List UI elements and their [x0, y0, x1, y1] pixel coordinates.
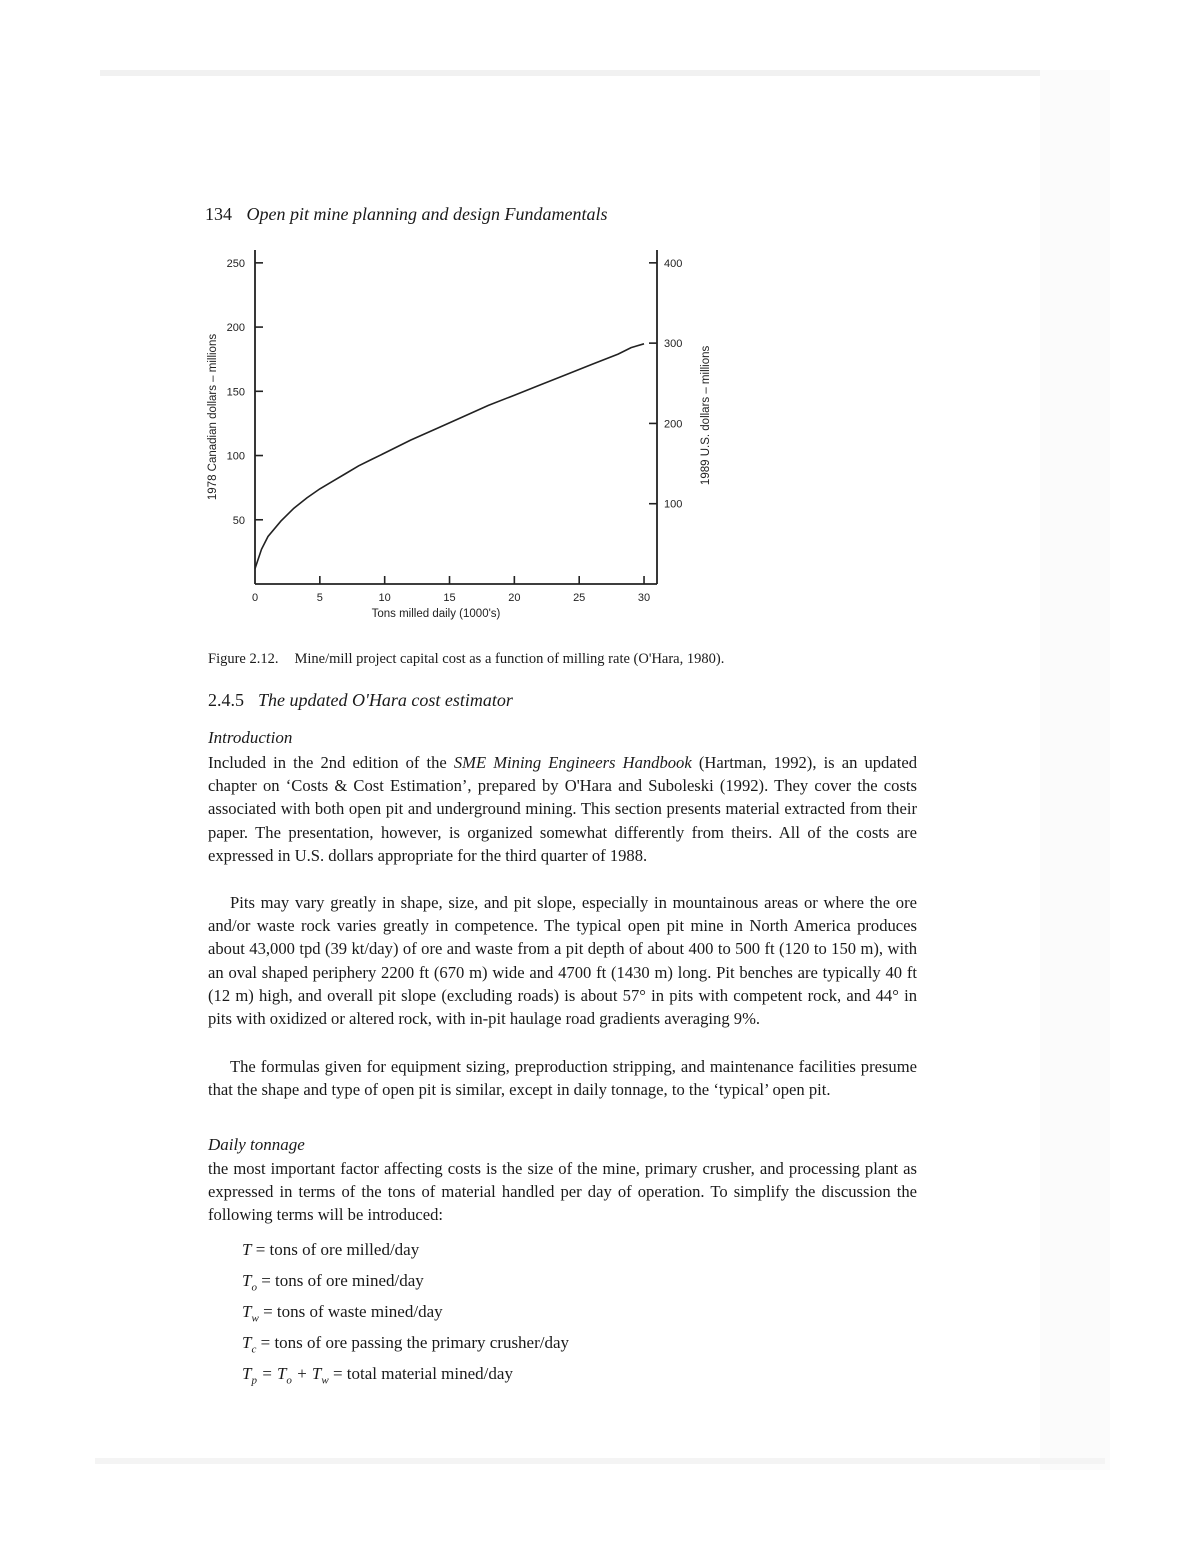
y-tick-label-left: 250	[226, 257, 245, 270]
plot-area	[207, 250, 712, 620]
capital-cost-chart	[195, 240, 735, 630]
term-row: T = tons of ore milled/day	[242, 1240, 420, 1259]
paragraph: Pits may vary greatly in shape, size, and pit slope, especially in mountainous areas or where the ore and/or waste rock varies greatly in competence. The typical open pit mine in North America produces about 43,000 tpd (39 kt/day) of ore and waste from a pit depth of about 400 to 500 ft (120 to 150 m), with an oval shaped periphery 2200 ft (670 m) wide and 4700 ft (1430 m) long. Pit benches are typically 40 ft (12 m) high, and overall pit slope (excluding roads) is about 57° in pits with competent rock, and 44° in pits with oxidized or altered rock, with in-pit haulage road gradients averaging 9%.	[208, 893, 917, 1029]
y-tick-label-left: 100	[226, 450, 245, 463]
figure-caption	[208, 651, 724, 668]
x-tick-label: 20	[508, 592, 521, 604]
paragraph: The formulas given for equipment sizing, preproduction stripping, and maintenance facilities presume that the shape and type of open pit is similar, except in daily tonnage, to the ‘typical’ open pit.	[208, 1057, 917, 1100]
page-edge	[95, 1458, 1105, 1464]
term-row: $T_c$ = tons of ore passing the primary crusher/day	[242, 1332, 570, 1356]
y-axis-label-right: 1989 U.S. dollars – millions	[700, 345, 712, 486]
x-tick-label: 10	[378, 592, 391, 604]
term-row: $T_o$ = tons of ore mined/day	[242, 1270, 424, 1294]
paragraph: Included in the 2nd edition of the SME Mining Engineers Handbook (Hartman, 1992), is an updated chapter on ‘Costs & Cost Estimation’, prepared by O'Hara and Suboleski (1992). They cover the costs associated with both open pit and underground mining. This section presents material extracted from their paper. The presentation, however, is organized somewhat differently from theirs. All of the costs are expressed in U.S. dollars appropriate for the third quarter of 1988.	[208, 753, 917, 865]
y-tick-label-left: 150	[226, 386, 245, 399]
page-edge	[1040, 70, 1110, 1470]
page-edge	[100, 70, 1110, 76]
term-row: $T_w$ = tons of waste mined/day	[242, 1301, 443, 1325]
subheading-introduction: Introduction	[208, 728, 293, 747]
paragraph: the most important factor affecting costs is the size of the mine, primary crusher, and processing plant as expressed in terms of the tons of material handled per day of operation. To simplify the discussion the following terms will be introduced:	[208, 1159, 917, 1225]
book-title: Open pit mine planning and design Fundamentals	[246, 204, 608, 224]
figure-caption-text: Mine/mill project capital cost as a function of milling rate (O'Hara, 1980).	[294, 651, 725, 667]
book-reference: SME Mining Engineers Handbook	[453, 753, 692, 772]
x-tick-label: 5	[316, 592, 323, 604]
y-tick-label-right: 200	[664, 418, 683, 431]
x-tick-label: 30	[637, 592, 651, 604]
x-tick-label: 0	[251, 592, 259, 604]
y-tick-label-right: 300	[664, 338, 683, 351]
running-head	[205, 204, 607, 225]
cost-curve-line	[255, 344, 644, 569]
term-row: $T_p = T_o + T_w$ = total material mined/day	[242, 1363, 513, 1386]
term-definitions	[242, 1238, 569, 1392]
x-axis-label: Tons milled daily (1000's)	[371, 608, 501, 620]
x-tick-label: 15	[443, 592, 456, 604]
y-tick-label-left: 200	[226, 322, 245, 335]
subheading-daily-tonnage: Daily tonnage	[208, 1135, 305, 1154]
section-heading	[208, 690, 513, 711]
section-number: 2.4.5	[208, 690, 244, 710]
y-tick-label-left: 50	[232, 514, 245, 527]
x-tick-label: 25	[573, 592, 586, 604]
section-title: The updated O'Hara cost estimator	[258, 690, 513, 710]
y-tick-label-right: 100	[664, 498, 683, 511]
figure-label: Figure 2.12.	[208, 651, 279, 667]
y-axis-label-left: 1978 Canadian dollars – millions	[207, 333, 219, 501]
y-tick-label-right: 400	[664, 257, 683, 270]
page-number: 134	[205, 204, 232, 224]
